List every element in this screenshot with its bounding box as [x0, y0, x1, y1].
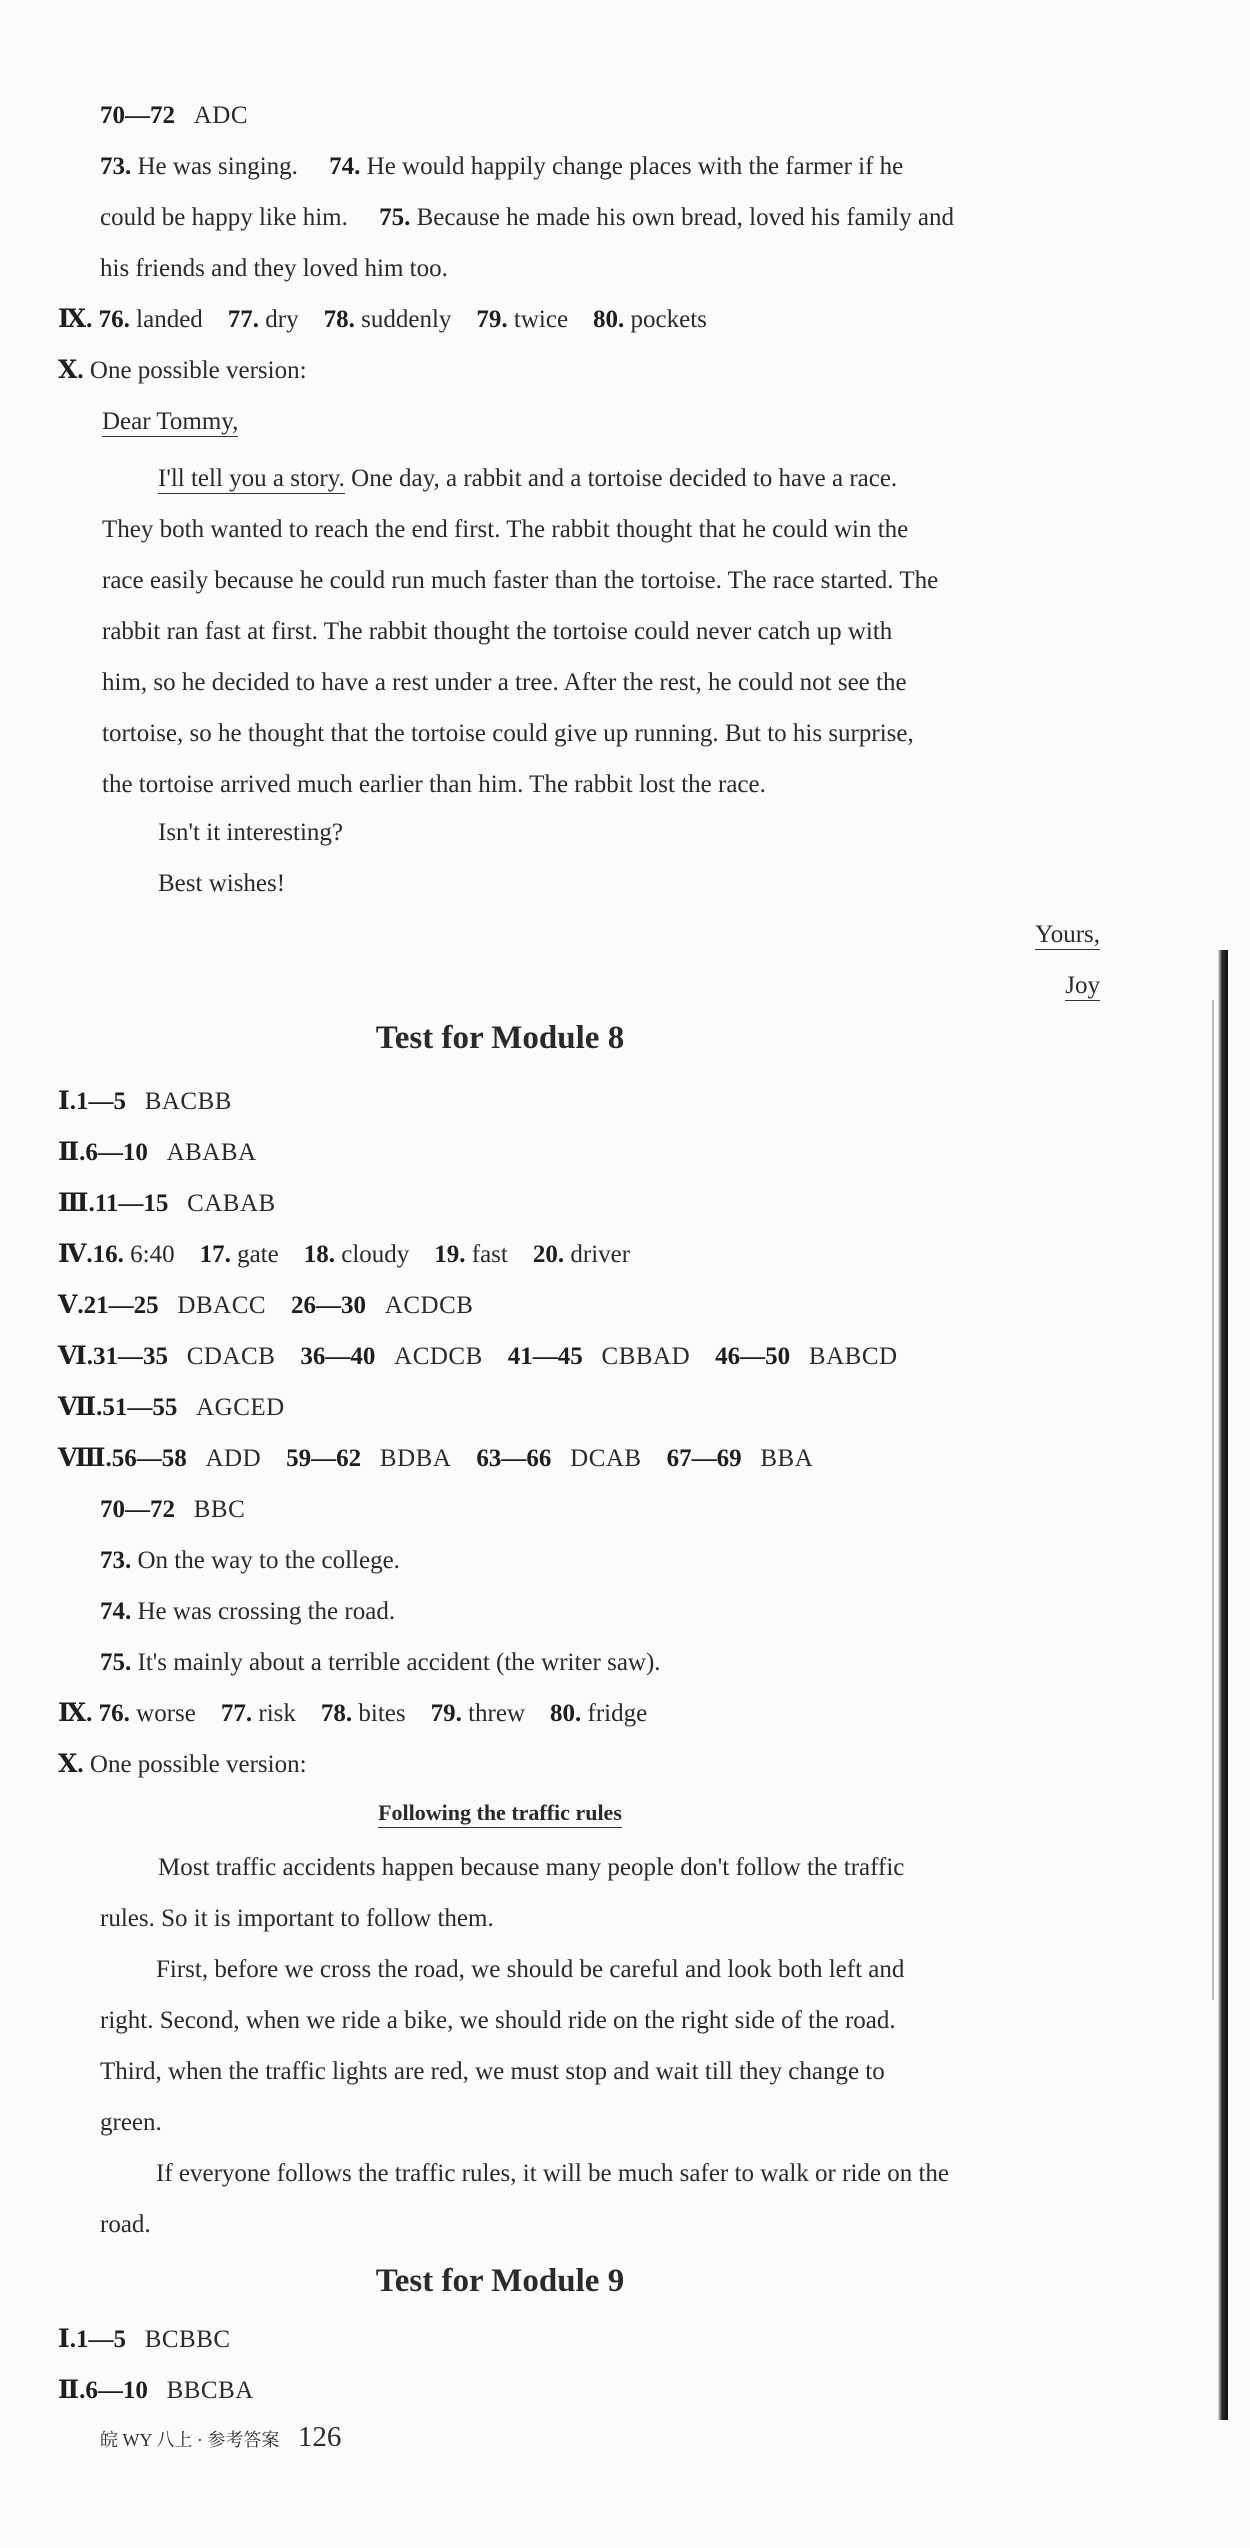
answer-word: dry [265, 306, 299, 333]
story-text: One day, a rabbit and a tortoise decided to have a race. [351, 465, 898, 492]
m9-section-i [58, 2324, 231, 2356]
module-8-heading: Test for Module 8 [375, 1020, 625, 1056]
question-number: 76. [98, 1700, 130, 1727]
question-range: 41—45 [507, 1343, 583, 1370]
m8-section-v [58, 1290, 473, 1322]
signature-text: Joy [1065, 972, 1100, 999]
m8-section-vi [58, 1341, 898, 1373]
answer-text: He was crossing the road. [137, 1598, 396, 1625]
page-footer [100, 2421, 341, 2454]
section-numeral: Ⅵ. [58, 1343, 93, 1370]
answer-letters: CDACB [186, 1343, 276, 1370]
essay-line: rules. So it is important to follow them. [100, 1905, 494, 1932]
page-number: 126 [297, 2421, 342, 2453]
answer-text: On the way to the college. [137, 1547, 400, 1574]
section-numeral: Ⅹ. [58, 1751, 84, 1778]
m8-answer-73 [100, 1545, 400, 1577]
answer-letters: ABABA [166, 1139, 257, 1166]
binding-shadow [1212, 1000, 1214, 2000]
question-range: 63—66 [476, 1445, 552, 1472]
question-number: 77. [227, 306, 260, 333]
question-range: 56—58 [111, 1445, 187, 1472]
question-range: 31—35 [93, 1343, 168, 1370]
question-number: 78. [320, 1700, 353, 1727]
question-range: 67—69 [666, 1445, 742, 1472]
essay-title [0, 1800, 1000, 1826]
answer-letters: AGCED [196, 1394, 285, 1421]
m9-section-ii [58, 2375, 254, 2407]
answer-text: Because he made his own bread, loved his family and [416, 204, 954, 231]
essay-paragraph-3 [100, 2148, 1096, 2250]
answer-word: twice [513, 306, 569, 333]
page-edge-shadow [1218, 950, 1228, 2420]
section-numeral: Ⅱ. [58, 1139, 86, 1166]
question-number: 75. [379, 204, 411, 231]
section-numeral: Ⅷ. [58, 1445, 112, 1472]
answer-text: He would happily change places with the farmer if he [366, 153, 904, 180]
section-x [58, 355, 307, 387]
answer-word: risk [258, 1700, 296, 1727]
m8-section-viii [58, 1443, 813, 1475]
story-line: race easily because he could run much faster than the tortoise. The race started. The [102, 567, 939, 594]
answer-text: his friends and they loved him too. [100, 255, 448, 282]
question-number: 18. [303, 1241, 335, 1268]
question-number: 73. [100, 153, 132, 180]
m8-answer-74 [100, 1596, 395, 1628]
signature-yours [1035, 919, 1100, 951]
question-number: 17. [199, 1241, 231, 1268]
section-numeral: Ⅰ. [58, 1088, 76, 1115]
underlined-sentence: I'll tell you a story. [158, 465, 345, 492]
answer-word: pockets [630, 306, 707, 333]
story-line: the tortoise arrived much earlier than him. The rabbit lost the race. [102, 771, 766, 798]
answer-letters: BBA [760, 1445, 814, 1472]
story-line: him, so he decided to have a rest under a tree. After the rest, he could not see the [102, 669, 907, 696]
question-number: 79. [476, 306, 508, 333]
section-numeral: Ⅸ. [58, 306, 93, 333]
question-number: 20. [532, 1241, 565, 1268]
question-range: 21—25 [83, 1292, 159, 1319]
section-numeral: Ⅹ. [58, 357, 84, 384]
answer-word: worse [136, 1700, 196, 1727]
answer-line-75-cont [100, 253, 448, 285]
question-range: 51—55 [102, 1394, 178, 1421]
answer-letters: DCAB [570, 1445, 642, 1472]
question-range: 36—40 [300, 1343, 376, 1370]
answer-letters: BBC [193, 1496, 246, 1523]
signature-text: Yours, [1035, 921, 1100, 948]
answer-word: threw [468, 1700, 526, 1727]
answer-letters: BACBB [144, 1088, 232, 1115]
answer-line-73-74 [100, 151, 903, 183]
letter-closing [158, 868, 285, 900]
answer-letters: BBCBA [166, 2377, 254, 2404]
letter-salutation [102, 406, 238, 438]
question-range: 70—72 [100, 1496, 175, 1523]
m8-section-x [58, 1749, 307, 1781]
answer-letters: ACDCB [394, 1343, 483, 1370]
section-numeral: Ⅶ. [58, 1394, 103, 1421]
question-range: 11—15 [94, 1190, 169, 1217]
m8-section-ii [58, 1137, 257, 1169]
story-line: tortoise, so he thought that the tortoise could give up running. But to his surprise, [102, 720, 914, 747]
essay-line: road. [100, 2211, 151, 2238]
question-number: 16. [92, 1241, 124, 1268]
salutation-text: Dear Tommy, [102, 408, 239, 435]
section-ix [58, 304, 707, 336]
essay-line: green. [100, 2109, 162, 2136]
section-numeral: Ⅱ. [58, 2377, 86, 2404]
letter-text: Isn't it interesting? [158, 819, 344, 846]
section-numeral: Ⅸ. [58, 1700, 93, 1727]
question-range: 59—62 [286, 1445, 362, 1472]
essay-line: Third, when the traffic lights are red, we must stop and wait till they change to [100, 2058, 885, 2085]
question-number: 80. [550, 1700, 582, 1727]
answer-line-70-72 [100, 100, 248, 132]
question-range: 6—10 [85, 1139, 148, 1166]
essay-line: First, before we cross the road, we should be careful and look both left and [156, 1956, 905, 1983]
question-range: 46—50 [715, 1343, 791, 1370]
answer-word: cloudy [341, 1241, 410, 1268]
question-range: 1—5 [75, 1088, 126, 1115]
m8-answer-70-72 [100, 1494, 245, 1526]
answer-word: gate [237, 1241, 279, 1268]
question-number: 75. [100, 1649, 132, 1676]
answer-letters: ACDCB [384, 1292, 474, 1319]
answer-letters: CABAB [187, 1190, 276, 1217]
answer-word: bites [358, 1700, 406, 1727]
question-number: 19. [434, 1241, 466, 1268]
answer-letters: BABCD [808, 1343, 898, 1370]
question-number: 73. [100, 1547, 132, 1574]
answer-letters: ADC [193, 102, 249, 129]
answer-line-75 [100, 202, 954, 234]
section-numeral: Ⅲ. [58, 1190, 95, 1217]
module-9-heading: Test for Module 9 [375, 2263, 625, 2299]
answer-word: fridge [587, 1700, 648, 1727]
story-line [102, 453, 1096, 504]
section-numeral: Ⅳ. [58, 1241, 93, 1268]
essay-paragraph-1 [100, 1842, 1096, 1944]
answer-word: landed [136, 306, 203, 333]
answer-word: suddenly [361, 306, 452, 333]
question-number: 78. [323, 306, 355, 333]
answer-text: He was singing. [137, 153, 298, 180]
section-text: One possible version: [89, 357, 307, 384]
m8-section-iv [58, 1239, 630, 1271]
question-range: 1—5 [75, 2326, 126, 2353]
answer-text: could be happy like him. [100, 204, 348, 231]
answer-letters: BDBA [379, 1445, 452, 1472]
m8-section-iii [58, 1188, 276, 1220]
section-text: One possible version: [89, 1751, 307, 1778]
answer-letters: CBBAD [601, 1343, 691, 1370]
question-number: 79. [430, 1700, 462, 1727]
story-line: They both wanted to reach the end first. The rabbit thought that he could win the [102, 516, 909, 543]
letter-question [158, 817, 343, 849]
answer-letters: DBACC [177, 1292, 267, 1319]
question-number: 80. [593, 306, 625, 333]
answer-word: 6:40 [130, 1241, 175, 1268]
letter-text: Best wishes! [158, 870, 286, 897]
essay-title-text: Following the traffic rules [378, 1800, 622, 1828]
answer-letters: ADD [205, 1445, 262, 1472]
m8-section-i [58, 1086, 232, 1118]
story-paragraph [102, 453, 1096, 810]
essay-paragraph-2 [100, 1944, 1096, 2148]
question-number: 74. [329, 153, 361, 180]
answer-word: driver [570, 1241, 631, 1268]
question-range: 26—30 [291, 1292, 367, 1319]
question-range: 6—10 [85, 2377, 148, 2404]
answer-text: It's mainly about a terrible accident (the writer saw). [137, 1649, 661, 1676]
m8-answer-75 [100, 1647, 661, 1679]
essay-line: Most traffic accidents happen because many people don't follow the traffic [158, 1854, 905, 1881]
essay-line: If everyone follows the traffic rules, it will be much safer to walk or ride on the [156, 2160, 950, 2187]
section-numeral: Ⅰ. [58, 2326, 76, 2353]
question-number: 76. [98, 306, 130, 333]
m8-section-ix [58, 1698, 647, 1730]
signature-name [1065, 970, 1100, 1002]
answer-word: fast [471, 1241, 508, 1268]
story-line: rabbit ran fast at first. The rabbit thought the tortoise could never catch up with [102, 618, 893, 645]
essay-line: right. Second, when we ride a bike, we should ride on the right side of the road. [100, 2007, 896, 2034]
question-number: 77. [220, 1700, 253, 1727]
section-numeral: Ⅴ. [58, 1292, 84, 1319]
footer-label: 皖 WY 八上 · 参考答案 [100, 2430, 280, 2450]
question-number: 74. [100, 1598, 132, 1625]
answer-letters: BCBBC [144, 2326, 231, 2353]
question-range: 70—72 [100, 102, 175, 129]
m8-section-vii [58, 1392, 285, 1424]
